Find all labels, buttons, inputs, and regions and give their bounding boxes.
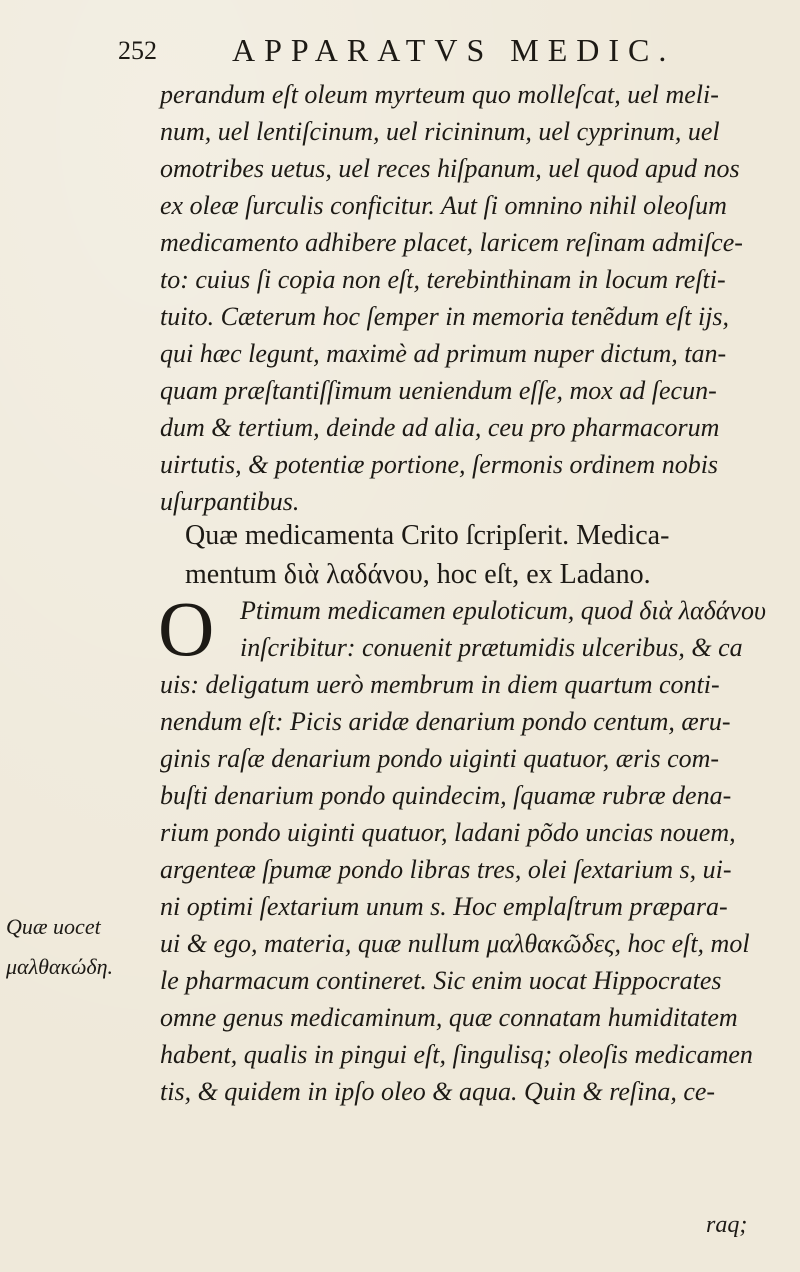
- page-header: [0, 30, 800, 80]
- text-line: ginis raſæ denarium pondo uiginti quatuor, æris com-: [160, 744, 720, 773]
- text-line: le pharmacum contineret. Sic enim uocat Hippocrates: [160, 966, 722, 995]
- text-line: medicamento adhibere placet, laricem reſinam admiſce-: [160, 228, 743, 257]
- text-line: omne genus medicaminum, quæ connatam humiditatem: [160, 1003, 738, 1032]
- running-head: APPARATVS MEDIC.: [232, 32, 676, 68]
- text-line: tuito. Cæterum hoc ſemper in memoria tenẽdum eſt ijs,: [160, 302, 730, 331]
- text-line: habent, qualis in pingui eſt, ſingulisq; oleoſis medicamen: [160, 1040, 753, 1069]
- text-line: Ptimum medicamen epuloticum, quod διὰ λαδάνου: [240, 596, 766, 625]
- text-line: nendum eſt: Picis aridæ denarium pondo centum, æru-: [160, 707, 731, 736]
- text-line: rium pondo uiginti quatuor, ladani põdo uncias nouem,: [160, 818, 736, 847]
- text-line: uis: deligatum uerò membrum in diem quartum conti-: [160, 670, 720, 699]
- text-line: buſti denarium pondo quindecim, ſquamæ rubræ dena-: [160, 781, 732, 810]
- heading-line: Quæ medicamenta Crito ſcripſerit. Medica-: [185, 520, 670, 551]
- paragraph-2: [158, 585, 770, 1110]
- text-line: qui hæc legunt, maximè ad primum nuper dictum, tan-: [160, 339, 727, 368]
- paragraph-1: [160, 76, 770, 520]
- text-line: perandum eſt oleum myrteum quo molleſcat, uel meli-: [160, 80, 719, 109]
- text-line: num, uel lentiſcinum, uel ricininum, uel cyprinum, uel: [160, 117, 720, 146]
- text-line: dum & tertium, deinde ad alia, ceu pro pharmacorum: [160, 413, 720, 442]
- text-line: argenteæ ſpumæ pondo libras tres, olei ſextarium s, ui-: [160, 855, 732, 884]
- text-line: ui & ego, materia, quæ nullum μαλθακῶδες, hoc eſt, mol: [160, 929, 750, 958]
- heading-line: mentum διὰ λαδάνου, hoc eſt, ex Ladano.: [185, 559, 651, 590]
- text-line: quam præſtantiſſimum ueniendum eſſe, mox ad ſecun-: [160, 376, 717, 405]
- drop-cap: O: [158, 585, 215, 672]
- catchword: raq;: [706, 1212, 748, 1238]
- text-line: ex oleæ ſurculis conficitur. Aut ſi omnino nihil oleoſum: [160, 191, 727, 220]
- text-line: tis, & quidem in ipſo oleo & aqua. Quin & reſina, ce-: [160, 1077, 716, 1106]
- text-line: uſurpantibus.: [160, 487, 300, 516]
- page-number: 252: [118, 36, 157, 65]
- margin-note-line: Quæ uocet: [6, 914, 101, 939]
- margin-note: [6, 907, 113, 987]
- margin-note-line: μαλθακώδη.: [6, 954, 114, 979]
- text-line: omotribes uetus, uel reces hiſpanum, uel quod apud nos: [160, 154, 740, 183]
- text-line: inſcribitur: conuenit prætumidis ulceribus, & ca: [240, 633, 743, 662]
- text-line: ni optimi ſextarium unum s. Hoc emplaſtrum præpara-: [160, 892, 728, 921]
- text-line: uirtutis, & potentiæ portione, ſermonis ordinem nobis: [160, 450, 719, 479]
- section-heading: [185, 516, 775, 594]
- text-line: to: cuius ſi copia non eſt, terebinthinam in locum reſti-: [160, 265, 726, 294]
